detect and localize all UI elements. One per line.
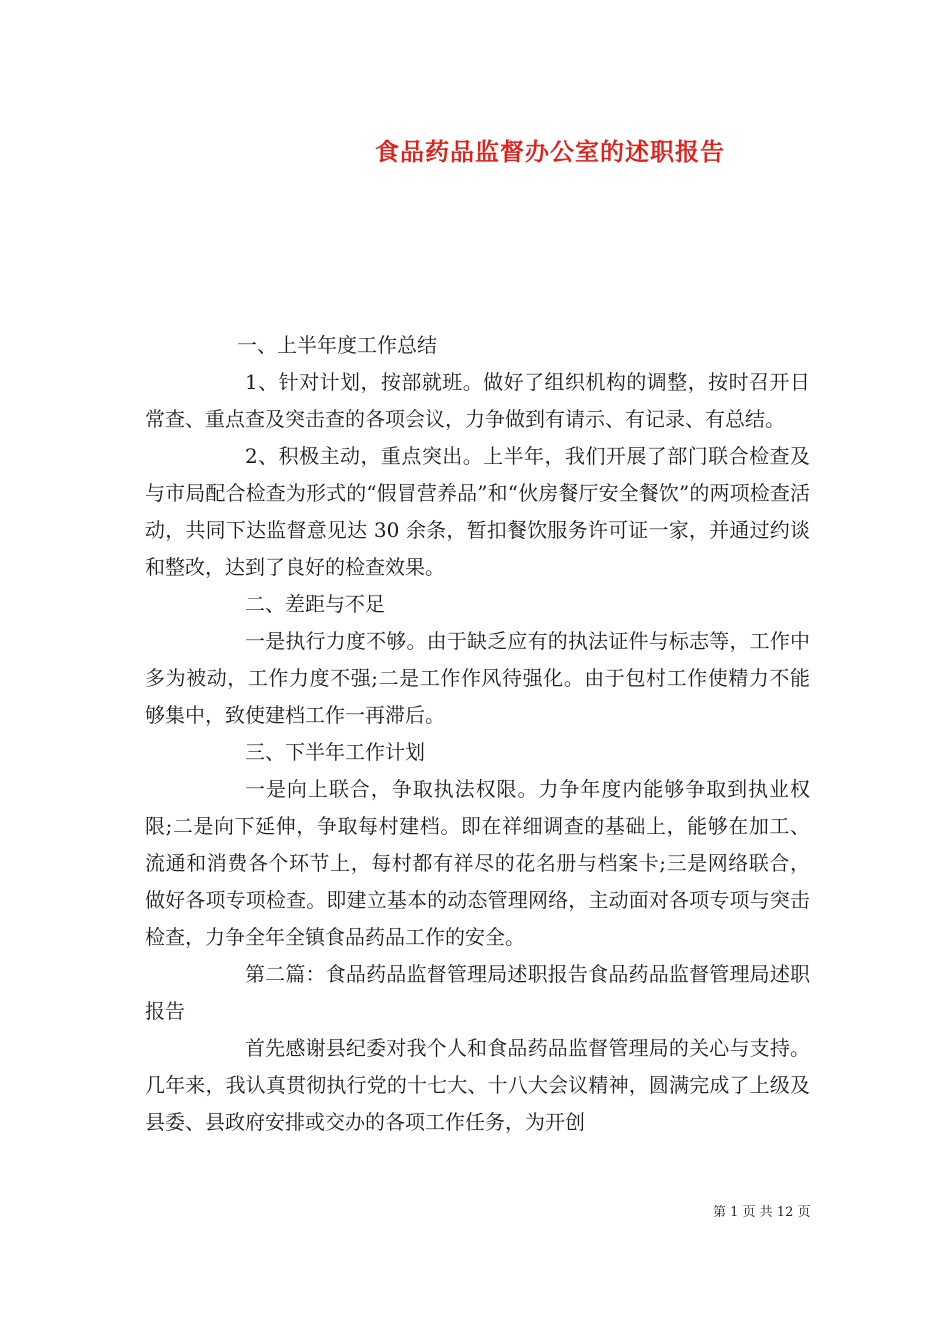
body-paragraph: 首先感谢县纪委对我个人和食品药品监督管理局的关心与支持。几年来，我认真贯彻执行党的十七大、十八大会议精神，圆满完成了上级及县委、县政府安排或交办的各项工作任务，为开创 xyxy=(145,1036,810,1134)
section-heading-3: 三、下半年工作计划 xyxy=(245,740,425,764)
document-title: 食品药品监督办公室的述职报告 xyxy=(375,137,725,166)
section-heading-2: 二、差距与不足 xyxy=(245,592,385,616)
body-paragraph: 一是执行力度不够。由于缺乏应有的执法证件与标志等，工作中多为被动，工作力度不强;二是工作作风待强化。由于包村工作使精力不能够集中，致使建档工作一再滞后。 xyxy=(145,629,810,727)
section-heading-1: 一、上半年度工作总结 xyxy=(237,333,437,357)
body-paragraph: 2、积极主动，重点突出。上半年，我们开展了部门联合检查及与市局配合检查为形式的“假冒营养品”和“伙房餐厅安全餐饮”的两项检查活动，共同下达监督意见达 30 余条，暂扣餐饮服务许可证一家，并通过约谈和整改，达到了良好的检查效果。 xyxy=(145,444,810,579)
document-body xyxy=(145,327,810,1141)
body-paragraph: 1、针对计划，按部就班。做好了组织机构的调整，按时召开日常查、重点查及突击查的各项会议，力争做到有请示、有记录、有总结。 xyxy=(145,370,810,431)
body-paragraph: 一是向上联合，争取执法权限。力争年度内能够争取到执业权限;二是向下延伸，争取每村建档。即在祥细调查的基础上，能够在加工、流通和消费各个环节上，每村都有祥尽的花名册与档案卡;三是网络联合，做好各项专项检查。即建立基本的动态管理网络，主动面对各项专项与突击检查，力争全年全镇食品药品工作的安全。 xyxy=(145,777,810,949)
second-article-heading: 第二篇：食品药品监督管理局述职报告食品药品监督管理局述职报告 xyxy=(145,962,810,1023)
page-number-footer: 第 1 页 共 12 页 xyxy=(713,1205,811,1220)
